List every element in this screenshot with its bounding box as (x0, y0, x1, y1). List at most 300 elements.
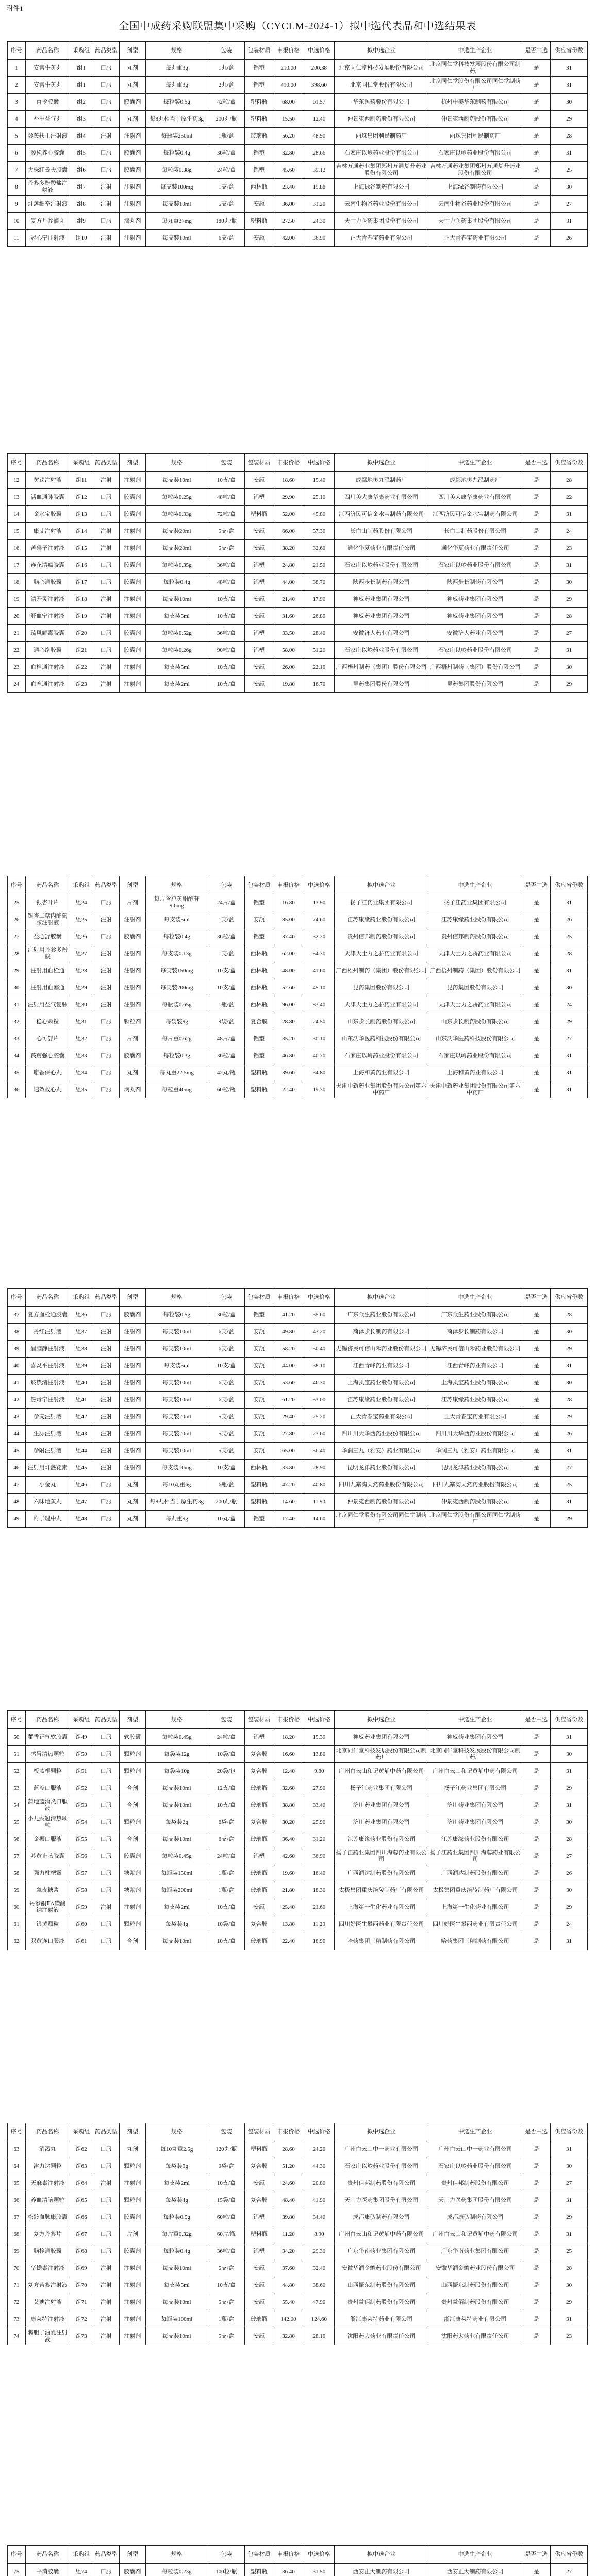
table-cell: 塑料瓶 (245, 1477, 273, 1494)
column-header: 中选价格 (304, 42, 334, 60)
table-cell: 9袋/盒 (208, 1013, 245, 1030)
table-cell: 45.60 (273, 162, 304, 179)
table-cell: 组36 (70, 1307, 93, 1324)
table-cell: 56 (8, 1831, 26, 1848)
document-title: 全国中成药采购联盟集中采购（CYCLM-2024-1）拟中选代表品和中选结果表 (119, 21, 476, 32)
table-cell: 59 (8, 1882, 26, 1899)
table-cell: 39 (8, 1341, 26, 1358)
table-cell: 四川好医生攀西药业有限责任公司 (428, 1916, 522, 1933)
table-cell: 注射剂 (119, 676, 145, 693)
table-cell: 17.90 (304, 591, 334, 608)
table-cell: 塑料瓶 (245, 1081, 273, 1098)
table-row (8, 2294, 588, 2311)
table-cell: 安瓿 (245, 591, 273, 608)
table-cell: 醒脑静注射液 (25, 1341, 70, 1358)
table-cell: 广州白云山和记黄埔中药有限公司 (428, 2226, 522, 2243)
table-cell: 注射剂 (119, 608, 145, 625)
column-header: 中选生产企业 (428, 42, 522, 60)
table-row (8, 1814, 588, 1831)
table-row (8, 1392, 588, 1409)
table-cell: 70 (8, 2260, 26, 2277)
table-row (8, 2226, 588, 2243)
table-cell: 12支/盒 (208, 1780, 245, 1797)
table-cell: 组50 (70, 1746, 93, 1763)
table-cell: 铝塑 (245, 1729, 273, 1746)
column-header: 序号 (8, 1711, 26, 1729)
column-header: 规格 (145, 42, 208, 60)
table-row (8, 179, 588, 196)
table-cell: 31 (551, 213, 588, 230)
table-cell: 48粒/盒 (208, 574, 245, 591)
table-cell: 清开灵注射液 (25, 591, 70, 608)
table-cell: 注射 (93, 1409, 119, 1426)
table-cell: 口服 (93, 2243, 119, 2260)
table-cell: 胶囊剂 (119, 162, 145, 179)
table-cell: 太极集团重庆涪陵制药厂有限公司 (428, 1882, 522, 1899)
table-cell: 10支/盒 (208, 659, 245, 676)
table-cell: 61 (8, 1916, 26, 1933)
table-cell: 28 (551, 1831, 588, 1848)
table-cell: 是 (522, 1831, 551, 1848)
table-cell: 是 (522, 1409, 551, 1426)
table-cell: 26.00 (273, 659, 304, 676)
table-cell: 是 (522, 1763, 551, 1780)
table-cell: 每丸重9g (145, 1511, 208, 1528)
table-cell: 是 (522, 591, 551, 608)
table-cell: 39.12 (304, 162, 334, 179)
table-cell: 每支装10ml (145, 1375, 208, 1392)
table-cell: 济川药业集团有限公司 (428, 1797, 522, 1814)
table-cell: 山东沃华医药科技股份有限公司 (428, 1030, 522, 1047)
table-cell: 吉林万通药业集团郑州万通复升药业股份有限公司 (335, 162, 428, 179)
table-cell: 25 (551, 1477, 588, 1494)
column-header: 药品类型 (93, 2123, 119, 2141)
table-cell: 复方丹参片 (25, 2226, 70, 2243)
table-cell: 昆药集团股份有限公司 (335, 676, 428, 693)
table-cell: 57 (8, 1848, 26, 1865)
table-cell: 组12 (70, 489, 93, 506)
table-cell: 玻璃瓶 (245, 1780, 273, 1797)
table-cell: 组13 (70, 506, 93, 523)
table-cell: 胶囊剂 (119, 2564, 145, 2576)
table-row (8, 979, 588, 996)
table-cell: 注射剂 (119, 996, 145, 1013)
table-cell: 是 (522, 1882, 551, 1899)
table-cell: 6支/盒 (208, 230, 245, 247)
table-cell: 每支装20ml (145, 1409, 208, 1426)
table-cell: 组70 (70, 2277, 93, 2294)
table-cell: 61.20 (273, 1392, 304, 1409)
table-cell: 山东沃华医药科技股份有限公司 (335, 1030, 428, 1047)
table-cell: 松龄血脉康胶囊 (25, 2209, 70, 2226)
table-cell: 48粒/盒 (208, 489, 245, 506)
table-cell: 每丸重3g (145, 60, 208, 77)
table-cell: 43.20 (304, 1324, 334, 1341)
table-cell: 组35 (70, 1081, 93, 1098)
table-cell: 55.40 (273, 2294, 304, 2311)
table-cell: 36粒/盒 (208, 1047, 245, 1064)
table-cell: 4 (8, 111, 26, 128)
table-cell: 31 (551, 1064, 588, 1081)
table-cell: 注射 (93, 2260, 119, 2277)
table-cell: 每瓶装200ml (145, 1882, 208, 1899)
table-cell: 成都地奥九泓制药厂 (335, 472, 428, 489)
table-cell: 7 (8, 162, 26, 179)
table-cell: 注射 (93, 659, 119, 676)
table-cell: 银黄颗粒 (25, 1916, 70, 1933)
table-cell: 组15 (70, 540, 93, 557)
table-cell: 6袋/盒 (208, 1814, 245, 1831)
result-table (7, 1288, 588, 1528)
table-cell: 22.40 (273, 1081, 304, 1098)
table-cell: 每袋装4g (145, 2192, 208, 2209)
table-cell: 每袋装10g (145, 1763, 208, 1780)
table-cell: 23.60 (304, 1426, 334, 1443)
table-cell: 口服 (93, 1933, 119, 1950)
table-cell: 口服 (93, 111, 119, 128)
table-cell: 注射 (93, 591, 119, 608)
table-cell: 昆药集团股份有限公司 (428, 676, 522, 693)
table-cell: 组30 (70, 996, 93, 1013)
table-row (8, 1064, 588, 1081)
table-cell: 舒血宁注射液 (25, 608, 70, 625)
table-cell: 14 (8, 506, 26, 523)
column-header: 序号 (8, 454, 26, 472)
column-header: 是否中选 (522, 454, 551, 472)
table-cell: 注射 (93, 196, 119, 213)
table-cell: 注射 (93, 179, 119, 196)
column-header: 剂型 (119, 1711, 145, 1729)
table-cell: 组17 (70, 574, 93, 591)
table-cell: 注射 (93, 2328, 119, 2345)
table-cell: 48.90 (304, 128, 334, 145)
table-cell: 丸剂 (119, 77, 145, 94)
column-header: 供应省份数 (551, 2123, 588, 2141)
table-cell: 滴丸剂 (119, 213, 145, 230)
table-cell: 31.20 (304, 196, 334, 213)
table-cell: 是 (522, 2192, 551, 2209)
table-cell: 100粒/瓶 (208, 2564, 245, 2576)
table-cell: 29 (551, 591, 588, 608)
table-cell: 天麻素注射液 (25, 2175, 70, 2192)
table-cell: 12.40 (273, 1763, 304, 1780)
table-cell: 广州白云山和记黄埔中药有限公司 (335, 2226, 428, 2243)
column-header: 供应省份数 (551, 454, 588, 472)
table-cell: 45.80 (304, 506, 334, 523)
table-cell: 丸剂 (119, 1064, 145, 1081)
table-cell: 昆药集团股份有限公司 (335, 979, 428, 996)
table-cell: 江苏康缘药业股份有限公司 (335, 911, 428, 928)
table-cell: 27 (551, 1030, 588, 1047)
table-row (8, 1848, 588, 1865)
table-cell: 2丸/盒 (208, 77, 245, 94)
table-cell: 27 (551, 1848, 588, 1865)
table-cell: 每支装200mg (145, 979, 208, 996)
table-cell: 石家庄以岭药业股份有限公司 (428, 145, 522, 162)
table-cell: 30 (551, 574, 588, 591)
table-cell: 15.50 (273, 111, 304, 128)
table-cell: 65 (8, 2175, 26, 2192)
table-cell: 5支/盒 (208, 2294, 245, 2311)
table-cell: 胶囊剂 (119, 506, 145, 523)
table-cell: 苏黄止咳胶囊 (25, 1848, 70, 1865)
table-cell: 24 (551, 523, 588, 540)
table-cell: 铝塑 (245, 894, 273, 911)
table-cell: 30 (551, 1324, 588, 1341)
table-row (8, 557, 588, 574)
table-cell: 36粒/盒 (208, 557, 245, 574)
table-cell: 75 (8, 2564, 26, 2576)
table-cell: 广东众生药业股份有限公司 (428, 1307, 522, 1324)
table-cell: 15 (8, 523, 26, 540)
table-row (8, 1746, 588, 1763)
table-cell: 6瓶/盒 (208, 1477, 245, 1494)
table-cell: 成都康弘制药有限公司 (335, 2209, 428, 2226)
table-cell: 铝塑 (245, 77, 273, 94)
table-cell: 云南生物谷药业股份有限公司 (335, 196, 428, 213)
table-cell: 组28 (70, 962, 93, 979)
table-cell: 口服 (93, 1477, 119, 1494)
table-cell: 200.38 (304, 60, 334, 77)
table-cell: 58 (8, 1865, 26, 1882)
table-cell: 每瓶装100ml (145, 2311, 208, 2328)
table-cell: 江苏康缘药业股份有限公司 (428, 1831, 522, 1848)
table-cell: 济川药业集团有限公司 (335, 1797, 428, 1814)
result-table (7, 41, 588, 247)
column-header: 中选价格 (304, 1711, 334, 1729)
table-cell: 69 (8, 2243, 26, 2260)
table-cell: 每支装10ml (145, 472, 208, 489)
column-header: 是否中选 (522, 1289, 551, 1307)
table-cell: 是 (522, 1426, 551, 1443)
table-cell: 四川九寨沟天然药业股份有限公司 (335, 1477, 428, 1494)
table-cell: 华蟾素注射液 (25, 2260, 70, 2277)
table-cell: 是 (522, 1307, 551, 1324)
table-row (8, 1081, 588, 1098)
table-cell: 组47 (70, 1494, 93, 1511)
table-cell: 注射剂 (119, 1324, 145, 1341)
table-cell: 片剂 (119, 1030, 145, 1047)
table-cell: 17 (8, 557, 26, 574)
table-cell: 60粒/瓶 (208, 1081, 245, 1098)
table-cell: 16.70 (304, 676, 334, 693)
table-cell: 28 (551, 945, 588, 962)
table-cell: 每粒装0.45g (145, 1729, 208, 1746)
table-cell: 复合膜 (245, 1814, 273, 1831)
table-row (8, 2209, 588, 2226)
table-cell: 27 (551, 2175, 588, 2192)
table-cell: 注射剂 (119, 1443, 145, 1460)
table-cell: 安瓿 (245, 1375, 273, 1392)
table-cell: 口服 (93, 1030, 119, 1047)
result-table (7, 1710, 588, 1950)
table-cell: 组5 (70, 145, 93, 162)
table-cell: 合剂 (119, 1797, 145, 1814)
table-cell: 广东众生药业股份有限公司 (335, 1307, 428, 1324)
table-cell: 江苏康缘药业股份有限公司 (335, 1392, 428, 1409)
table-cell: 28 (551, 1307, 588, 1324)
table-cell: 6支/盒 (208, 1392, 245, 1409)
table-cell: 38.60 (304, 2277, 334, 2294)
table-cell: 组24 (70, 894, 93, 911)
table-cell: 上海凯宝药业股份有限公司 (335, 1375, 428, 1392)
table-cell: 上海绿谷制药有限公司 (428, 179, 522, 196)
table-cell: 铝塑 (245, 2243, 273, 2260)
table-cell: 注射 (93, 979, 119, 996)
table-cell: 是 (522, 1047, 551, 1064)
table-cell: 口服 (93, 60, 119, 77)
table-cell: 48片/盒 (208, 1030, 245, 1047)
table-cell: 16 (8, 540, 26, 557)
table-cell: 注射剂 (119, 659, 145, 676)
table-cell: 每支装10ml (145, 1933, 208, 1950)
table-row (8, 2328, 588, 2345)
table-cell: 注射用灯盏花素 (25, 1460, 70, 1477)
table-cell: 组74 (70, 2564, 93, 2576)
table-cell: 注射剂 (119, 540, 145, 557)
table-cell: 组73 (70, 2328, 93, 2345)
table-cell: 5 (8, 128, 26, 145)
table-cell: 注射 (93, 2175, 119, 2192)
table-cell: 16.60 (273, 1746, 304, 1763)
table-cell: 是 (522, 2175, 551, 2192)
table-cell: 天津中新药业集团股份有限公司第六中药厂 (335, 1081, 428, 1098)
table-cell: 5支/盒 (208, 1426, 245, 1443)
table-cell: 铝塑 (245, 574, 273, 591)
table-cell: 四川美大康华康药业有限公司 (335, 489, 428, 506)
table-cell: 口服 (93, 1814, 119, 1831)
table-row (8, 1511, 588, 1528)
table-cell: 23 (8, 659, 26, 676)
table-cell: 每片重0.32g (145, 2226, 208, 2243)
table-cell: 24片/盒 (208, 894, 245, 911)
table-cell: 稳心颗粒 (25, 1013, 70, 1030)
table-cell: 5支/盒 (208, 1409, 245, 1426)
table-cell: 是 (522, 128, 551, 145)
table-cell: 21.50 (304, 557, 334, 574)
table-cell: 安瓿 (245, 1443, 273, 1460)
table-cell: 24 (551, 1916, 588, 1933)
table-cell: 45.10 (304, 979, 334, 996)
table-cell: 每袋装4g (145, 1916, 208, 1933)
table-cell: 复方血栓通胶囊 (25, 1307, 70, 1324)
table-cell: 46.80 (273, 1047, 304, 1064)
table-cell: 51 (8, 1746, 26, 1763)
table-cell: 贵州益佰制药股份有限公司 (428, 2294, 522, 2311)
table-cell: 51.20 (273, 2158, 304, 2175)
table-cell: 安瓿 (245, 1324, 273, 1341)
table-cell: 广州白云山和记黄埔中药有限公司 (428, 1763, 522, 1780)
table-cell: 28 (551, 1392, 588, 1409)
table-cell: 广州白云山中一药业有限公司 (335, 2141, 428, 2158)
table-cell: 山东步长制药股份有限公司 (335, 1013, 428, 1030)
table-cell: 40 (8, 1358, 26, 1375)
table-cell: 口服 (93, 1865, 119, 1882)
table-cell: 注射 (93, 996, 119, 1013)
table-cell: 西安正大制药有限公司 (335, 2564, 428, 2576)
table-cell: 菏泽步长制药有限公司 (335, 1324, 428, 1341)
table-cell: 六味地黄丸 (25, 1494, 70, 1511)
table-cell: 10支/盒 (208, 2277, 245, 2294)
table-cell: 38 (8, 1324, 26, 1341)
table-cell: 组42 (70, 1409, 93, 1426)
table-cell: 1瓶/盒 (208, 128, 245, 145)
table-cell: 安瓿 (245, 523, 273, 540)
table-cell: 口服 (93, 1047, 119, 1064)
column-header: 申报价格 (273, 42, 304, 60)
table-cell: 10支/盒 (208, 591, 245, 608)
table-cell: 组40 (70, 1375, 93, 1392)
table-cell: 组44 (70, 1443, 93, 1460)
column-header: 序号 (8, 2123, 26, 2141)
table-cell: 30 (551, 1375, 588, 1392)
column-header: 规格 (145, 2546, 208, 2564)
table-cell: 口服 (93, 1511, 119, 1528)
table-cell: 27 (551, 196, 588, 213)
column-header: 药品类型 (93, 454, 119, 472)
table-cell: 安徽华润金蟾药业股份有限公司 (335, 2260, 428, 2277)
column-header: 中选生产企业 (428, 454, 522, 472)
table-cell: 颗粒剂 (119, 2192, 145, 2209)
table-cell: 注射剂 (119, 128, 145, 145)
table-cell: 28 (551, 608, 588, 625)
column-header: 药品名称 (25, 1711, 70, 1729)
table-cell: 每粒装0.35g (145, 557, 208, 574)
table-cell: 是 (522, 557, 551, 574)
column-header: 中选价格 (304, 1289, 334, 1307)
table-cell: 北京同仁堂科技发展股份有限公司制药厂 (428, 1746, 522, 1763)
table-cell: 25.40 (273, 1899, 304, 1916)
table-cell: 每支装20ml (145, 523, 208, 540)
column-header: 拟中选企业 (335, 2123, 428, 2141)
table-cell: 组18 (70, 591, 93, 608)
table-cell: 安宫牛黄丸 (25, 60, 70, 77)
table-row (8, 1307, 588, 1324)
table-cell: 每粒装0.4g (145, 928, 208, 945)
table-cell: 1 (8, 60, 26, 77)
table-cell: 安瓿 (245, 2328, 273, 2345)
table-row (8, 1477, 588, 1494)
table-cell: 是 (522, 1494, 551, 1511)
table-cell: 扬子江药业集团四川海蓉药业有限公司 (335, 1848, 428, 1865)
table-cell: 29 (551, 676, 588, 693)
column-header: 剂型 (119, 2123, 145, 2141)
table-cell: 丸剂 (119, 60, 145, 77)
table-cell: 19.60 (273, 1865, 304, 1882)
table-row (8, 2277, 588, 2294)
table-cell: 每粒装0.45g (145, 1848, 208, 1865)
table-cell: 14.60 (273, 1494, 304, 1511)
table-cell: 是 (522, 1358, 551, 1375)
table-cell: 注射 (93, 1324, 119, 1341)
table-row (8, 1375, 588, 1392)
table-cell: 31.20 (304, 1831, 334, 1848)
column-header: 药品类型 (93, 1289, 119, 1307)
table-cell: 铝塑 (245, 1848, 273, 1865)
table-cell: 脑心通胶囊 (25, 574, 70, 591)
table-cell: 注射 (93, 608, 119, 625)
table-cell: 注射剂 (119, 472, 145, 489)
table-cell: 1瓶/盒 (208, 2311, 245, 2328)
table-cell: 补中益气丸 (25, 111, 70, 128)
table-cell: 28.60 (273, 2141, 304, 2158)
table-cell: 陕西步长制药有限公司 (335, 574, 428, 591)
table-cell: 玻璃瓶 (245, 2311, 273, 2328)
table-cell: 喜炎平注射液 (25, 1358, 70, 1375)
column-header: 包装 (208, 1711, 245, 1729)
table-cell: 活血通脉胶囊 (25, 489, 70, 506)
table-cell: 23 (551, 540, 588, 557)
